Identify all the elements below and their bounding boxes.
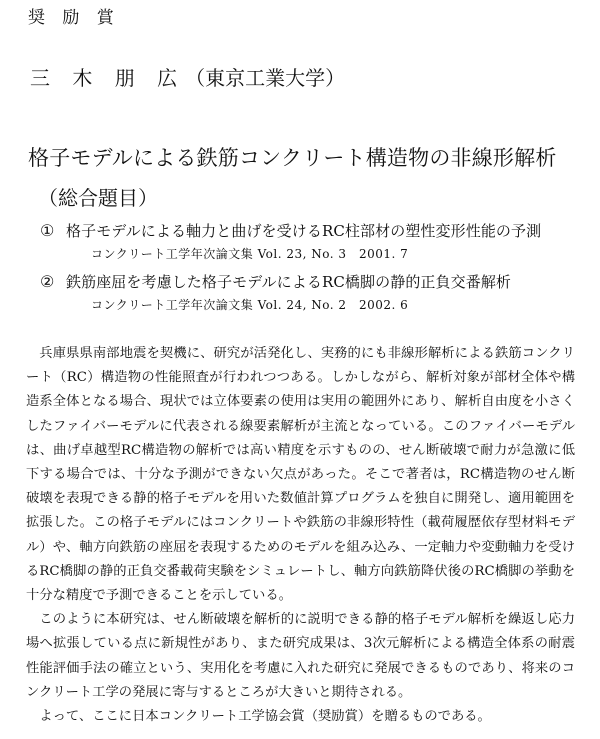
paper-item xyxy=(40,221,580,262)
award-label: 奨 励 賞 xyxy=(28,8,120,28)
paper-title: 格子モデルによる鉄筋コンクリート構造物の非線形解析 xyxy=(28,146,557,170)
recipient-affiliation: （東京工業大学） xyxy=(185,66,346,90)
paper-source: コンクリート工学年次論文集 Vol. 24, No. 2 2002. 6 xyxy=(91,298,409,312)
paper-line xyxy=(40,221,580,241)
section-heading: （総合題目） xyxy=(38,186,158,210)
paper-list xyxy=(40,221,580,323)
paper-item xyxy=(40,272,580,313)
body-paragraph: 兵庫県県南部地震を契機に、研究が活発化し、実務的にも非線形解析による鉄筋コンクリート（RC）構造物の性能照査が行われつつある。しかしながら、解析対象が部材全体や構造系全体となる場合、現状では立体要素の使用は実用の範囲外にあり、解析自由度を小さくしたファイバーモデルに代表される線要素解析が主流となっている。このファイバーモデルは、曲げ卓越型RC構造物の解析では高い精度を示すものの、せん断破壊で耐力が急激に低下する場合では、十分な予測ができない欠点があった。そこで著者は，RC構造物のせん断破壊を表現できる静的格子モデルを用いた数値計算プログラムを独自に開発し、適用範囲を拡張した。この格子モデルにはコンクリートや鉄筋の非線形特性（載荷履歴依存型材料モデル）や、軸方向鉄筋の座屈を表現するためのモデルを組み込み、一定軸力や変動軸力を受けるRC橋脚の静的正負交番載荷実験をシミュレートし、軸方向鉄筋降伏後のRC橋脚の挙動を十分な精度で予測できることを示している。 xyxy=(26,346,575,604)
body-text xyxy=(26,342,575,729)
paper-item-title: 格子モデルによる軸力と曲げを受けるRC柱部材の塑性変形性能の予測 xyxy=(66,222,542,240)
paper-source: コンクリート工学年次論文集 Vol. 23, No. 3 2001. 7 xyxy=(91,247,409,261)
recipient xyxy=(30,66,345,90)
recipient-name: 三 木 朋 広 xyxy=(30,66,186,90)
paper-number: ② xyxy=(40,272,55,291)
body-paragraph: このように本研究は、せん断破壊を解析的に説明できる静的格子モデル解析を繰返し応力場へ拡張している点に新規性があり、また研究成果は、3次元解析による構造全体系の耐震性能評価手法の確立という、実用化を考慮に入れた研究に発展できるものであり、将来のコンクリート工学の発展に寄与するところが大きいと期待される。 xyxy=(26,612,575,700)
body-paragraph: よって、ここに日本コンクリート工学協会賞（奨励賞）を贈るものである。 xyxy=(39,709,491,725)
paper-line xyxy=(40,272,580,292)
paper-number: ① xyxy=(40,221,55,240)
paper-item-title: 鉄筋座屈を考慮した格子モデルによるRC橋脚の静的正負交番解析 xyxy=(66,273,512,291)
